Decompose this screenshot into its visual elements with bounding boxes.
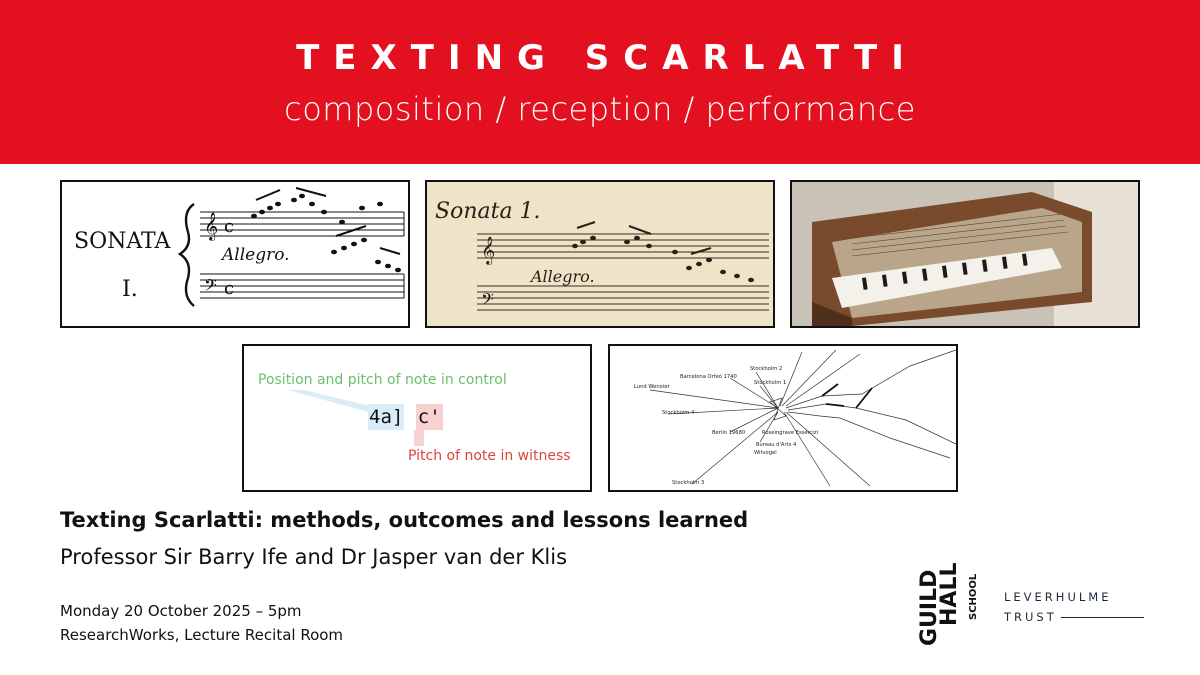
network-drawing — [610, 346, 956, 490]
manuscript-treble-clef-icon: 𝄞 — [481, 236, 496, 264]
manuscript-heading: Sonata 1. — [435, 199, 541, 224]
banner-title: TEXTING SCARLATTI — [296, 38, 918, 78]
bass-clef-icon: 𝄢 — [204, 275, 217, 299]
note-code — [368, 406, 443, 428]
manuscript-bass-clef-icon: 𝄢 — [481, 289, 494, 313]
node-label: Stockholm 3 — [672, 480, 705, 486]
node-label: Stockholm 4 — [662, 410, 695, 416]
printed-score-image — [60, 180, 410, 328]
talk-speakers: Professor Sir Barry Ife and Dr Jasper van der Klis — [60, 545, 568, 569]
talk-title: Texting Scarlatti: methods, outcomes and lessons learned — [60, 508, 749, 532]
node-label: Stockholm 2 — [750, 366, 783, 372]
guildhall-school-logo — [916, 548, 986, 648]
guildhall-word-2: HALL — [937, 562, 962, 626]
harpsichord-photo — [790, 180, 1140, 328]
trust-row — [1004, 610, 1144, 624]
common-time-icon: c — [224, 216, 235, 237]
network-edges — [650, 350, 956, 486]
control-label: Position and pitch of note in control — [258, 372, 507, 388]
witness-label: Pitch of note in witness — [408, 448, 571, 464]
node-label: Bureau d'Arts 4 — [756, 442, 797, 448]
talk-date: Monday 20 October 2025 – 5pm — [60, 602, 302, 620]
common-time-icon-lower: c — [224, 278, 235, 299]
sonata-word: SONATA — [74, 229, 171, 254]
guildhall-word-1: GUILD — [917, 569, 942, 646]
node-label: Barcelona Orfeó 1740 — [680, 374, 737, 380]
trust-rule — [1061, 617, 1144, 618]
talk-venue: ResearchWorks, Lecture Recital Room — [60, 626, 344, 644]
guildhall-word-3: SCHOOL — [968, 573, 979, 620]
manuscript-score-drawing — [427, 182, 773, 326]
node-label: Lund Wenster — [634, 384, 670, 390]
sonata-numeral: I. — [122, 277, 138, 302]
network-strong-edges — [822, 384, 872, 408]
leverhulme-word: LEVERHULME — [1004, 590, 1112, 604]
node-label: Stockholm 1 — [754, 380, 787, 386]
stemma-network-diagram — [608, 344, 958, 492]
node-label: Roseingrave Essercizi — [762, 430, 819, 436]
header-banner — [0, 0, 1200, 164]
witness-code: c' — [417, 406, 441, 428]
note-comparison-diagram — [242, 344, 592, 492]
node-label: Witvogel — [754, 450, 777, 456]
control-code: 4a] — [369, 406, 404, 428]
leverhulme-trust-logo — [1004, 590, 1144, 624]
harpsichord-drawing — [792, 182, 1138, 326]
network-labels — [634, 366, 818, 486]
trust-word: TRUST — [1004, 610, 1057, 624]
treble-clef-icon: 𝄞 — [204, 212, 219, 240]
brace-symbol — [180, 204, 194, 306]
manuscript-tempo-marking: Allegro. — [531, 267, 595, 286]
manuscript-score-image — [425, 180, 775, 328]
banner-subtitle: composition / reception / performance — [284, 90, 916, 128]
printed-score-drawing — [62, 182, 408, 326]
tempo-marking: Allegro. — [222, 245, 290, 265]
node-label: Berlin 19680 — [712, 430, 746, 436]
